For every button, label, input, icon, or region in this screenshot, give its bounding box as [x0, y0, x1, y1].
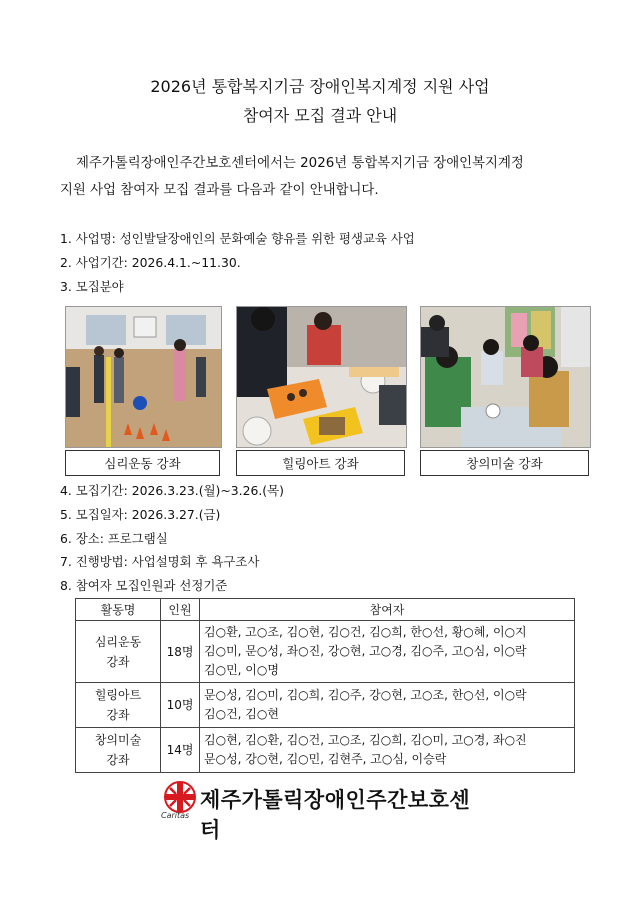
caritas-label: Caritas [161, 811, 190, 820]
participant-count: 18명 [161, 621, 200, 683]
participant-names [200, 621, 575, 683]
header-count: 인원 [161, 599, 200, 621]
caritas-logo [160, 778, 490, 842]
activity-line2: 강좌 [106, 753, 130, 767]
table-header-row [76, 599, 575, 621]
table-row [76, 728, 575, 773]
intro-line1: 제주가톨릭장애인주간보호센터에서는 2026년 통합복지기금 장애인복지계정 [76, 156, 524, 171]
participant-names [200, 728, 575, 773]
activity-line2: 강좌 [106, 654, 130, 669]
item-recruit-field: 3. 모집분야 [60, 279, 124, 294]
item-recruit-period: 4. 모집기간: 2026.3.23.(월)~3.26.(목) [60, 483, 284, 498]
photo-psychomotor [65, 306, 222, 448]
participants-table [75, 598, 575, 773]
names-line: 김○현, 김○환, 김○건, 고○조, 김○희, 김○미, 고○경, 좌○진 [204, 733, 527, 747]
names-line: 김○환, 고○조, 김○현, 김○건, 김○희, 한○선, 황○혜, 이○지 [204, 625, 527, 639]
caritas-cross-icon [162, 780, 198, 814]
names-line: 김○건, 김○현 [204, 707, 279, 721]
item-project-period: 2. 사업기간: 2026.4.1.~11.30. [60, 255, 241, 270]
names-line: 문○성, 강○현, 김○민, 김현주, 고○심, 이승락 [204, 752, 447, 766]
participant-count: 14명 [161, 728, 200, 773]
item-recruit-date: 5. 모집일자: 2026.3.27.(금) [60, 507, 221, 522]
activity-line1: 창의미술 [94, 733, 142, 747]
activity-name [76, 728, 161, 773]
header-activity: 활동명 [76, 599, 161, 621]
item-location: 6. 장소: 프로그램실 [60, 531, 168, 546]
activity-name [76, 621, 161, 683]
table-row [76, 621, 575, 683]
names-line: 김○미, 문○성, 좌○진, 강○현, 고○경, 김○주, 고○심, 이○락 [204, 644, 527, 658]
table-row [76, 683, 575, 728]
document-title-line1: 2026년 통합복지기금 장애인복지계정 지원 사업 [150, 77, 490, 96]
photo-healing-art [236, 306, 407, 448]
participant-names [200, 683, 575, 728]
activity-line2: 강좌 [106, 708, 130, 722]
activity-line1: 심리운동 [94, 634, 142, 649]
activity-line1: 힐링아트 [94, 688, 142, 702]
caption-creative-art: 창의미술 강좌 [420, 450, 589, 476]
activity-name [76, 683, 161, 728]
names-line: 김○민, 이○명 [204, 663, 279, 677]
organization-name: 제주가톨릭장애인주간보호센터 [200, 788, 471, 842]
caption-psychomotor: 심리운동 강좌 [65, 450, 220, 476]
item-method: 7. 진행방법: 사업설명회 후 욕구조사 [60, 554, 260, 569]
header-participants: 참여자 [200, 599, 575, 621]
item-project-name: 1. 사업명: 성인발달장애인의 문화예술 향유를 위한 평생교육 사업 [60, 231, 415, 246]
item-criteria: 8. 참여자 모집인원과 선정기준 [60, 578, 228, 593]
document-title-line2: 참여자 모집 결과 안내 [242, 106, 398, 125]
names-line: 문○성, 김○미, 김○희, 김○주, 강○현, 고○조, 한○선, 이○락 [204, 688, 527, 702]
intro-paragraph [60, 150, 600, 204]
photo-creative-art [420, 306, 591, 448]
intro-line2: 지원 사업 참여자 모집 결과를 다음과 같이 안내합니다. [60, 183, 379, 198]
participant-count: 10명 [161, 683, 200, 728]
caption-healing-art: 힐링아트 강좌 [236, 450, 405, 476]
